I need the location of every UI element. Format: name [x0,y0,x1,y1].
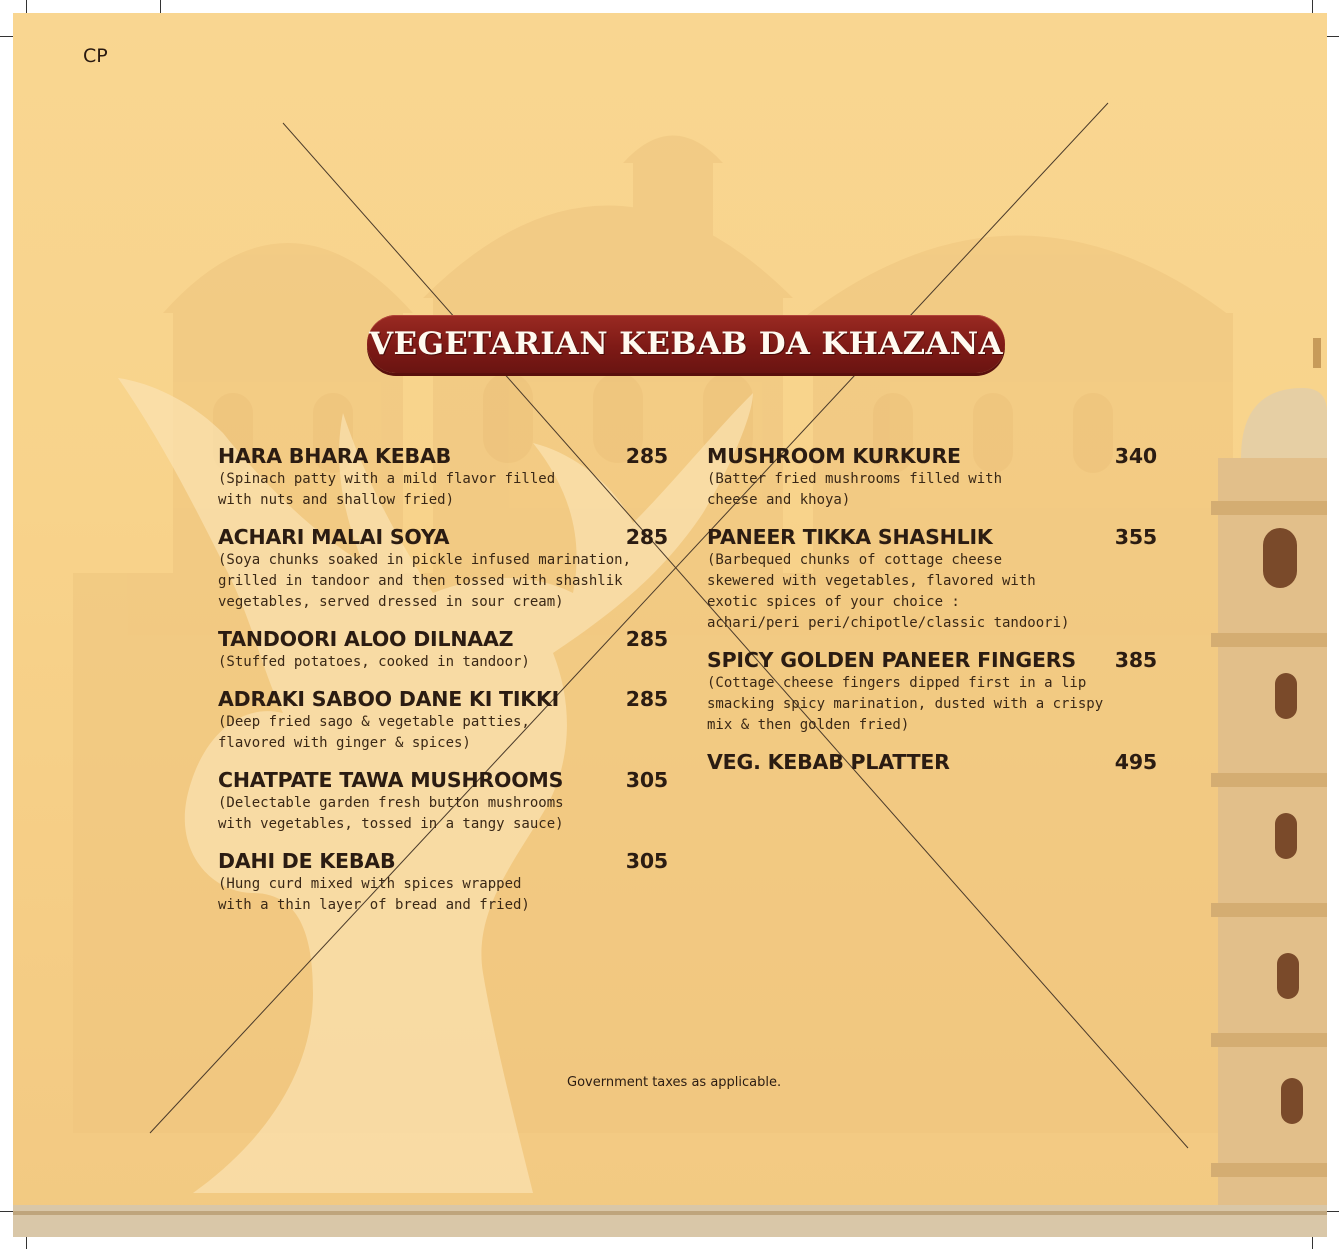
menu-item-header [707,648,1157,672]
menu-item-description [218,550,668,613]
description-line: achari/peri peri/chipotle/classic tandoori) [707,615,1070,631]
menu-item-name: MUSHROOM KURKURE [707,444,961,468]
menu-item-header [218,687,668,711]
menu-item [218,768,668,835]
menu-item-header [218,627,668,651]
menu-item-name: ACHARI MALAI SOYA [218,525,450,549]
menu-item [707,648,1157,736]
menu-item-description [218,469,668,511]
description-line: with a thin layer of bread and fried) [218,897,530,913]
menu-item-name: SPICY GOLDEN PANEER FINGERS [707,648,1076,672]
menu-item [707,444,1157,511]
menu-item-description [707,469,1157,511]
menu-item-price: 285 [625,627,668,651]
description-line: cheese and khoya) [707,492,851,508]
description-line: mix & then golden fried) [707,717,910,733]
menu-item-price: 305 [625,768,668,792]
menu-item-description [218,712,668,754]
menu-item-price: 495 [1114,750,1157,774]
page-code: CP [83,45,108,67]
menu-item [218,687,668,754]
description-line: (Soya chunks soaked in pickle infused marination, [218,552,632,568]
description-line: smacking spicy marination, dusted with a crispy [707,696,1104,712]
menu-item-name: CHATPATE TAWA MUSHROOMS [218,768,564,792]
menu-item-price: 285 [625,687,668,711]
bottom-strip-line-graphic [13,1211,1327,1215]
menu-item-price: 285 [625,444,668,468]
menu-item [218,444,668,511]
menu-item-name: VEG. KEBAB PLATTER [707,750,950,774]
menu-item-name: TANDOORI ALOO DILNAAZ [218,627,514,651]
menu-column-right [707,444,1157,788]
menu-item [218,525,668,613]
section-title-banner [367,315,1005,373]
menu-item-header [218,768,668,792]
description-line: flavored with ginger & spices) [218,735,471,751]
menu-item-header [218,525,668,549]
menu-item-description [707,550,1157,634]
description-line: (Delectable garden fresh button mushrooms [218,795,564,811]
description-line: with nuts and shallow fried) [218,492,455,508]
bottom-strip-graphic [13,1205,1327,1237]
menu-item [218,627,668,673]
description-line: vegetables, served dressed in sour cream) [218,594,564,610]
menu-item-price: 285 [625,525,668,549]
description-line: (Cottage cheese fingers dipped first in a lip [707,675,1087,691]
menu-item-name: ADRAKI SABOO DANE KI TIKKI [218,687,560,711]
description-line: skewered with vegetables, flavored with [707,573,1036,589]
description-line: (Batter fried mushrooms filled with [707,471,1003,487]
menu-item-header [218,849,668,873]
description-line: with vegetables, tossed in a tangy sauce) [218,816,564,832]
description-line: (Spinach patty with a mild flavor filled [218,471,556,487]
menu-item-description [707,673,1157,736]
menu-item-price: 385 [1114,648,1157,672]
menu-item-description [218,652,668,673]
menu-item [218,849,668,916]
menu-item-name: DAHI DE KEBAB [218,849,396,873]
menu-item-name: HARA BHARA KEBAB [218,444,452,468]
description-line: (Deep fried sago & vegetable patties, [218,714,530,730]
menu-item [707,525,1157,634]
menu-item-header [707,444,1157,468]
menu-item-header [707,750,1157,774]
menu-item [707,750,1157,774]
menu-item-header [707,525,1157,549]
tower-graphic [1211,338,1327,1237]
menu-item-description [218,793,668,835]
section-title: VEGETARIAN KEBAB DA KHAZANA [369,326,1003,362]
tax-note: Government taxes as applicable. [567,1075,782,1090]
menu-item-description [218,874,668,916]
menu-item-header [218,444,668,468]
description-line: exotic spices of your choice : [707,594,960,610]
menu-item-price: 340 [1114,444,1157,468]
menu-item-name: PANEER TIKKA SHASHLIK [707,525,993,549]
menu-column-left [218,444,668,930]
description-line: grilled in tandoor and then tossed with shashlik [218,573,623,589]
menu-item-price: 355 [1114,525,1157,549]
menu-item-price: 305 [625,849,668,873]
description-line: (Hung curd mixed with spices wrapped [218,876,522,892]
description-line: (Barbequed chunks of cottage cheese [707,552,1003,568]
description-line: (Stuffed potatoes, cooked in tandoor) [218,654,530,670]
